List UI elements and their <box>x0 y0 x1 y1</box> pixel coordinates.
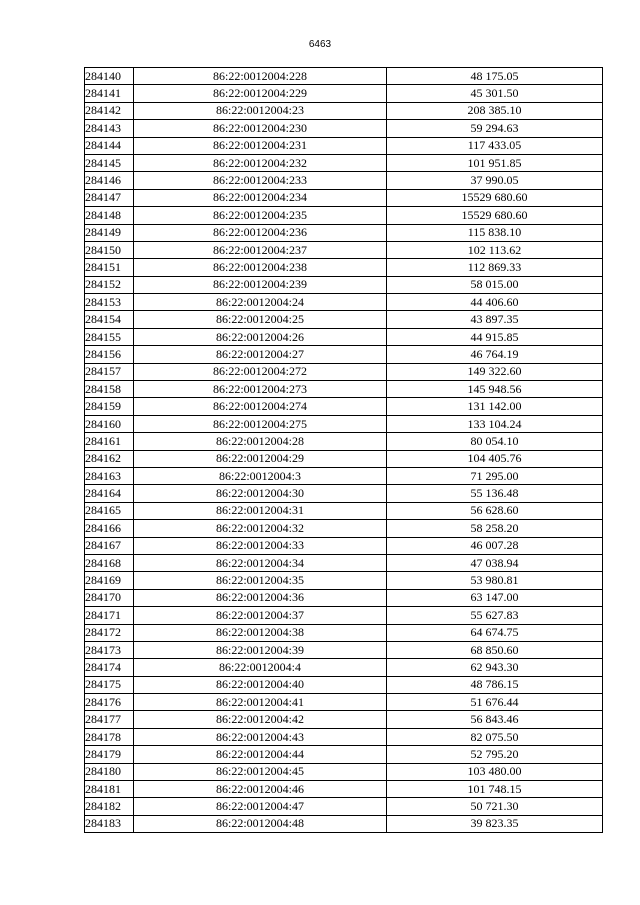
table-row <box>85 520 603 537</box>
record-number-cell: 284152 <box>85 276 134 293</box>
table-row <box>85 815 603 832</box>
value-cell: 101 748.15 <box>387 781 603 798</box>
cadastral-number-cell: 86:22:0012004:31 <box>134 502 387 519</box>
value-cell: 112 869.33 <box>387 259 603 276</box>
cadastral-number-cell: 86:22:0012004:274 <box>134 398 387 415</box>
record-number-cell: 284172 <box>85 624 134 641</box>
value-cell: 58 258.20 <box>387 520 603 537</box>
record-number-cell: 284176 <box>85 694 134 711</box>
cadastral-number-cell: 86:22:0012004:35 <box>134 572 387 589</box>
record-number-cell: 284165 <box>85 502 134 519</box>
record-number-cell: 284182 <box>85 798 134 815</box>
record-number-cell: 284141 <box>85 85 134 102</box>
value-cell: 56 628.60 <box>387 502 603 519</box>
value-cell: 43 897.35 <box>387 311 603 328</box>
record-number-cell: 284162 <box>85 450 134 467</box>
value-cell: 115 838.10 <box>387 224 603 241</box>
value-cell: 80 054.10 <box>387 433 603 450</box>
table-row <box>85 207 603 224</box>
table-row <box>85 798 603 815</box>
cadastral-number-cell: 86:22:0012004:29 <box>134 450 387 467</box>
table-row <box>85 137 603 154</box>
cadastral-number-cell: 86:22:0012004:38 <box>134 624 387 641</box>
record-number-cell: 284150 <box>85 241 134 258</box>
cadastral-number-cell: 86:22:0012004:33 <box>134 537 387 554</box>
cadastral-number-cell: 86:22:0012004:24 <box>134 294 387 311</box>
table-row <box>85 676 603 693</box>
table-row <box>85 102 603 119</box>
value-cell: 51 676.44 <box>387 694 603 711</box>
value-cell: 133 104.24 <box>387 415 603 432</box>
record-number-cell: 284153 <box>85 294 134 311</box>
cadastral-number-cell: 86:22:0012004:228 <box>134 68 387 85</box>
record-number-cell: 284180 <box>85 763 134 780</box>
cadastral-number-cell: 86:22:0012004:34 <box>134 554 387 571</box>
record-number-cell: 284178 <box>85 728 134 745</box>
cadastral-number-cell: 86:22:0012004:236 <box>134 224 387 241</box>
table-row <box>85 641 603 658</box>
table-row <box>85 415 603 432</box>
table-row <box>85 694 603 711</box>
table-row <box>85 589 603 606</box>
cadastral-number-cell: 86:22:0012004:39 <box>134 641 387 658</box>
record-number-cell: 284161 <box>85 433 134 450</box>
record-number-cell: 284164 <box>85 485 134 502</box>
table-row <box>85 624 603 641</box>
table-row <box>85 85 603 102</box>
cadastral-number-cell: 86:22:0012004:23 <box>134 102 387 119</box>
value-cell: 50 721.30 <box>387 798 603 815</box>
cadastral-number-cell: 86:22:0012004:40 <box>134 676 387 693</box>
record-number-cell: 284181 <box>85 781 134 798</box>
cadastral-number-cell: 86:22:0012004:275 <box>134 415 387 432</box>
cadastral-number-cell: 86:22:0012004:27 <box>134 346 387 363</box>
table-row <box>85 328 603 345</box>
table-row <box>85 607 603 624</box>
cadastral-number-cell: 86:22:0012004:230 <box>134 120 387 137</box>
value-cell: 103 480.00 <box>387 763 603 780</box>
cadastral-number-cell: 86:22:0012004:32 <box>134 520 387 537</box>
value-cell: 64 674.75 <box>387 624 603 641</box>
record-number-cell: 284163 <box>85 467 134 484</box>
cadastral-number-cell: 86:22:0012004:229 <box>134 85 387 102</box>
value-cell: 63 147.00 <box>387 589 603 606</box>
table-row <box>85 154 603 171</box>
record-number-cell: 284168 <box>85 554 134 571</box>
cadastral-number-cell: 86:22:0012004:273 <box>134 381 387 398</box>
table-row <box>85 276 603 293</box>
table-row <box>85 537 603 554</box>
table-row <box>85 259 603 276</box>
value-cell: 56 843.46 <box>387 711 603 728</box>
cadastral-number-cell: 86:22:0012004:232 <box>134 154 387 171</box>
value-cell: 131 142.00 <box>387 398 603 415</box>
table-row <box>85 241 603 258</box>
cadastral-number-cell: 86:22:0012004:48 <box>134 815 387 832</box>
table-row <box>85 485 603 502</box>
value-cell: 55 136.48 <box>387 485 603 502</box>
table-row <box>85 381 603 398</box>
registry-table <box>84 67 603 833</box>
cadastral-number-cell: 86:22:0012004:233 <box>134 172 387 189</box>
value-cell: 46 764.19 <box>387 346 603 363</box>
cadastral-number-cell: 86:22:0012004:239 <box>134 276 387 293</box>
record-number-cell: 284145 <box>85 154 134 171</box>
value-cell: 145 948.56 <box>387 381 603 398</box>
record-number-cell: 284154 <box>85 311 134 328</box>
record-number-cell: 284155 <box>85 328 134 345</box>
record-number-cell: 284157 <box>85 363 134 380</box>
record-number-cell: 284156 <box>85 346 134 363</box>
value-cell: 59 294.63 <box>387 120 603 137</box>
cadastral-number-cell: 86:22:0012004:235 <box>134 207 387 224</box>
table-row <box>85 363 603 380</box>
value-cell: 53 980.81 <box>387 572 603 589</box>
table-row <box>85 120 603 137</box>
record-number-cell: 284174 <box>85 659 134 676</box>
record-number-cell: 284147 <box>85 189 134 206</box>
table-row <box>85 467 603 484</box>
cadastral-number-cell: 86:22:0012004:36 <box>134 589 387 606</box>
value-cell: 62 943.30 <box>387 659 603 676</box>
table-row <box>85 398 603 415</box>
table-row <box>85 502 603 519</box>
table-row <box>85 572 603 589</box>
cadastral-number-cell: 86:22:0012004:43 <box>134 728 387 745</box>
record-number-cell: 284170 <box>85 589 134 606</box>
cadastral-number-cell: 86:22:0012004:42 <box>134 711 387 728</box>
cadastral-number-cell: 86:22:0012004:3 <box>134 467 387 484</box>
cadastral-number-cell: 86:22:0012004:41 <box>134 694 387 711</box>
cadastral-number-cell: 86:22:0012004:46 <box>134 781 387 798</box>
value-cell: 37 990.05 <box>387 172 603 189</box>
table-row <box>85 189 603 206</box>
value-cell: 68 850.60 <box>387 641 603 658</box>
table-row <box>85 711 603 728</box>
table-row <box>85 746 603 763</box>
cadastral-number-cell: 86:22:0012004:237 <box>134 241 387 258</box>
cadastral-number-cell: 86:22:0012004:37 <box>134 607 387 624</box>
value-cell: 15529 680.60 <box>387 189 603 206</box>
table-row <box>85 433 603 450</box>
record-number-cell: 284143 <box>85 120 134 137</box>
cadastral-number-cell: 86:22:0012004:44 <box>134 746 387 763</box>
value-cell: 44 406.60 <box>387 294 603 311</box>
record-number-cell: 284159 <box>85 398 134 415</box>
cadastral-number-cell: 86:22:0012004:26 <box>134 328 387 345</box>
value-cell: 46 007.28 <box>387 537 603 554</box>
table-row <box>85 294 603 311</box>
page-number: 6463 <box>308 39 332 50</box>
table-row <box>85 311 603 328</box>
record-number-cell: 284142 <box>85 102 134 119</box>
value-cell: 44 915.85 <box>387 328 603 345</box>
value-cell: 55 627.83 <box>387 607 603 624</box>
record-number-cell: 284148 <box>85 207 134 224</box>
cadastral-number-cell: 86:22:0012004:4 <box>134 659 387 676</box>
table-row <box>85 728 603 745</box>
cadastral-number-cell: 86:22:0012004:272 <box>134 363 387 380</box>
cadastral-number-cell: 86:22:0012004:238 <box>134 259 387 276</box>
registry-table-body <box>85 68 603 833</box>
value-cell: 47 038.94 <box>387 554 603 571</box>
cadastral-number-cell: 86:22:0012004:47 <box>134 798 387 815</box>
value-cell: 102 113.62 <box>387 241 603 258</box>
cadastral-number-cell: 86:22:0012004:25 <box>134 311 387 328</box>
cadastral-number-cell: 86:22:0012004:28 <box>134 433 387 450</box>
record-number-cell: 284146 <box>85 172 134 189</box>
table-row <box>85 450 603 467</box>
value-cell: 52 795.20 <box>387 746 603 763</box>
value-cell: 48 786.15 <box>387 676 603 693</box>
cadastral-number-cell: 86:22:0012004:234 <box>134 189 387 206</box>
value-cell: 39 823.35 <box>387 815 603 832</box>
value-cell: 71 295.00 <box>387 467 603 484</box>
table-row <box>85 224 603 241</box>
record-number-cell: 284179 <box>85 746 134 763</box>
record-number-cell: 284183 <box>85 815 134 832</box>
table-row <box>85 554 603 571</box>
table-row <box>85 68 603 85</box>
value-cell: 58 015.00 <box>387 276 603 293</box>
table-row <box>85 659 603 676</box>
value-cell: 82 075.50 <box>387 728 603 745</box>
record-number-cell: 284149 <box>85 224 134 241</box>
table-row <box>85 346 603 363</box>
record-number-cell: 284171 <box>85 607 134 624</box>
record-number-cell: 284177 <box>85 711 134 728</box>
value-cell: 45 301.50 <box>387 85 603 102</box>
value-cell: 101 951.85 <box>387 154 603 171</box>
value-cell: 208 385.10 <box>387 102 603 119</box>
table-row <box>85 172 603 189</box>
record-number-cell: 284169 <box>85 572 134 589</box>
value-cell: 149 322.60 <box>387 363 603 380</box>
value-cell: 104 405.76 <box>387 450 603 467</box>
record-number-cell: 284166 <box>85 520 134 537</box>
table-row <box>85 763 603 780</box>
record-number-cell: 284160 <box>85 415 134 432</box>
table-row <box>85 781 603 798</box>
record-number-cell: 284158 <box>85 381 134 398</box>
cadastral-number-cell: 86:22:0012004:231 <box>134 137 387 154</box>
record-number-cell: 284140 <box>85 68 134 85</box>
record-number-cell: 284144 <box>85 137 134 154</box>
value-cell: 117 433.05 <box>387 137 603 154</box>
record-number-cell: 284173 <box>85 641 134 658</box>
value-cell: 15529 680.60 <box>387 207 603 224</box>
record-number-cell: 284151 <box>85 259 134 276</box>
cadastral-number-cell: 86:22:0012004:30 <box>134 485 387 502</box>
cadastral-number-cell: 86:22:0012004:45 <box>134 763 387 780</box>
record-number-cell: 284175 <box>85 676 134 693</box>
value-cell: 48 175.05 <box>387 68 603 85</box>
record-number-cell: 284167 <box>85 537 134 554</box>
